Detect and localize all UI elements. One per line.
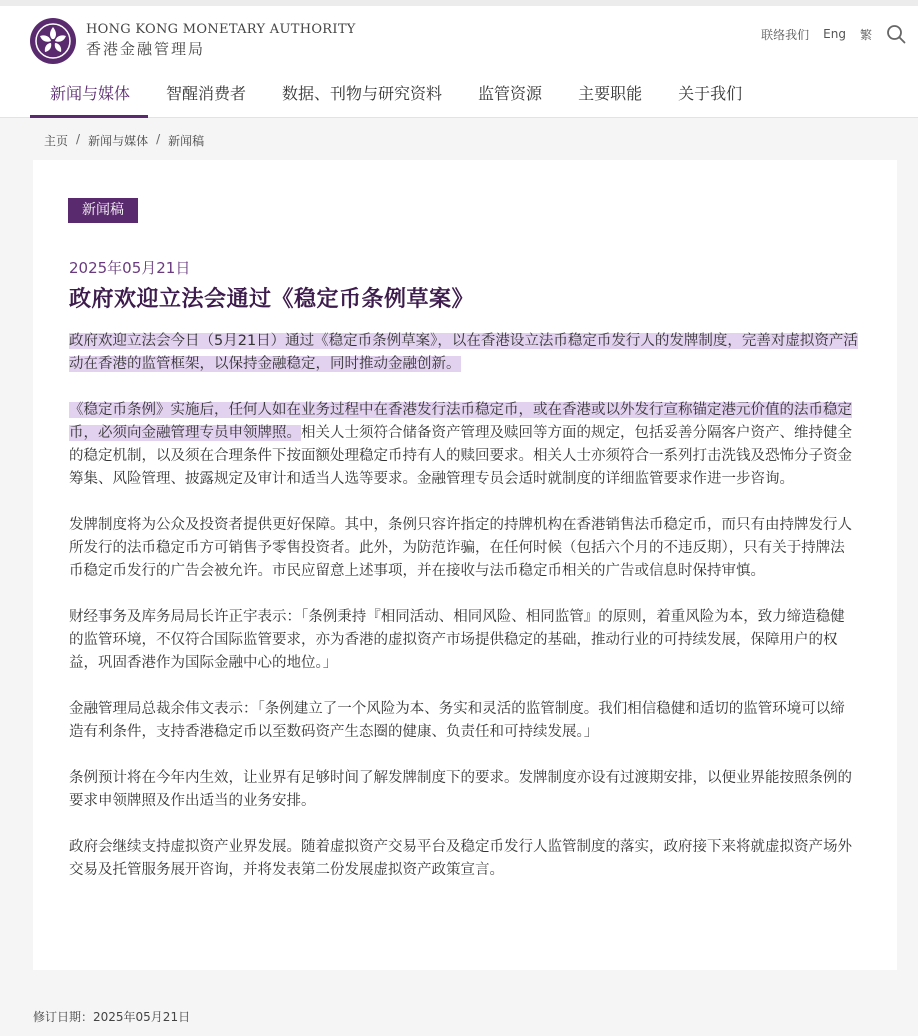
paragraph-3: 发牌制度将为公众及投资者提供更好保障。其中，条例只容许指定的持牌机构在香港销售法币稳定币，而只有由持牌发行人所发行的法币稳定币方可销售予零售投资者。此外，为防范诈骗，在任何时候（包括六个月的不违反期），只有关于持牌法币稳定币发行的广告会被允许。市民应留意上述事项，并在接收与法币稳定币相关的广告或信息时保持审慎。 [69, 517, 852, 579]
breadcrumb-separator: / [76, 132, 81, 146]
org-name-zh: 香港金融管理局 [86, 40, 206, 59]
nav-key-functions[interactable]: 主要职能 [578, 84, 643, 103]
press-release-badge: 新闻稿 [68, 198, 138, 223]
paragraph-4: 财经事务及库务局局长许正宇表示：「条例秉持『相同活动、相同风险、相同监管』的原则，着重风险为本，致力缔造稳健的监管环境，不仅符合国际监管要求，亦为香港的虚拟资产市场提供稳定的基础，推动行业的可持续发展，保障用户的权益，巩固香港作为国际金融中心的地位。」 [69, 609, 845, 671]
highlighted-text: 《稳定币条例》实施后，任何人如在业务过程中在香港发行法币稳定币，或在香港或以外发行宣称锚定港元价值的法币稳定币，必须向金融管理专员申领牌照。 [69, 402, 852, 441]
paragraph-1 [69, 330, 859, 376]
contact-link[interactable]: 联络我们 [761, 27, 810, 42]
search-icon[interactable] [886, 24, 906, 44]
utility-links [747, 24, 906, 44]
breadcrumb [44, 132, 204, 149]
breadcrumb-news-media[interactable]: 新闻与媒体 [88, 134, 149, 148]
traditional-chinese-link[interactable]: 繁 [859, 27, 872, 42]
paragraph-2-rest: 相关人士须符合储备资产管理及赎回等方面的规定，包括妥善分隔客户资产、维持健全的稳定机制，以及须在合理条件下按面额处理稳定币持有人的赎回要求。相关人士亦须符合一系列打击洗钱及恐怖分子资金筹集、风险管理、披露规定及审计和适当人选等要求。金融管理专员会适时就制度的详细监管要求作进一步咨询。 [69, 425, 852, 487]
breadcrumb-home[interactable]: 主页 [44, 134, 69, 148]
paragraph-5: 金融管理局总裁余伟文表示：「条例建立了一个风险为本、务实和灵活的监管制度。我们相信稳健和适切的监管环境可以缔造有利条件，支持香港稳定币以至数码资产生态圈的健康、负责任和可持续发展。」 [69, 701, 845, 740]
main-nav [30, 74, 760, 118]
nav-smart-consumers[interactable]: 智醒消费者 [166, 84, 247, 103]
paragraph-6: 条例预计将在今年内生效，让业界有足够时间了解发牌制度下的要求。发牌制度亦设有过渡期安排，以便业界能按照条例的要求申领牌照及作出适当的业务安排。 [69, 770, 852, 809]
bauhinia-icon [30, 18, 76, 64]
hkma-logo[interactable] [30, 18, 356, 64]
article-date: 2025年05月21日 [69, 259, 191, 277]
site-header [0, 6, 918, 118]
paragraph-2 [69, 399, 859, 491]
breadcrumb-current: 新闻稿 [168, 134, 205, 148]
nav-news-media[interactable]: 新闻与媒体 [30, 74, 148, 118]
nav-about-us[interactable]: 关于我们 [678, 84, 743, 103]
highlighted-text: 政府欢迎立法会今日（5月21日）通过《稳定币条例草案》，以在香港设立法币稳定币发行人的发牌制度，完善对虚拟资产活动在香港的监管框架，以保持金融稳定，同时推动金融创新。 [69, 333, 858, 372]
article-card [33, 160, 897, 970]
paragraph-7: 政府会继续支持虚拟资产业界发展。随着虚拟资产交易平台及稳定币发行人监管制度的落实，政府接下来将就虚拟资产场外交易及托管服务展开咨询，并将发表第二份发展虚拟资产政策宣言。 [69, 839, 852, 878]
nav-data-publications[interactable]: 数据、刊物与研究资料 [282, 84, 443, 103]
org-name-en: HONG KONG MONETARY AUTHORITY [86, 22, 356, 38]
article-title: 政府欢迎立法会通过《稳定币条例草案》 [69, 287, 475, 312]
article-body [69, 330, 859, 905]
breadcrumb-separator: / [156, 132, 161, 146]
nav-regulatory-resources[interactable]: 监管资源 [478, 84, 543, 103]
revision-date: 修订日期：2025年05月21日 [33, 1010, 191, 1024]
english-link[interactable]: Eng [823, 27, 846, 41]
